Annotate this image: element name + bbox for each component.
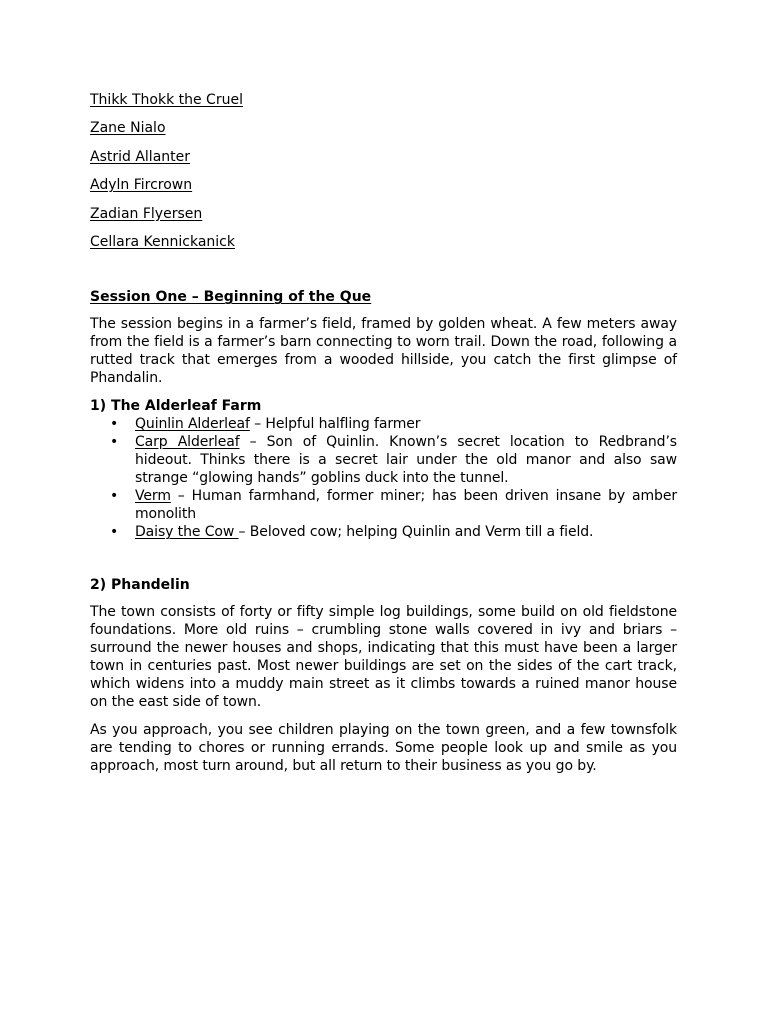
npc-name: Quinlin Alderleaf	[135, 416, 250, 433]
npc-description: – Human farmhand, former miner; has been driven insane by amber monolith	[135, 488, 677, 523]
session-title: Session One – Beginning of the Que	[90, 289, 372, 306]
npc-description: – Son of Quinlin. Known’s secret location to Redbrand’s hideout. Thinks there is a secret lair under the old manor and also saw strange “glowing hands” goblins duck into the tunnel.	[135, 434, 677, 487]
character-name-5: Zadian Flyersen	[90, 205, 203, 222]
character-name-6: Cellara Kennickanick	[90, 233, 235, 250]
list-item	[90, 433, 677, 487]
session-intro-paragraph: The session begins in a farmer’s field, framed by golden wheat. A few meters away from the field is a farmer’s barn connecting to worn trail. Down the road, following a rutted track that emerges from a wooded hillside, you catch the first glimpse of Phandalin.	[90, 316, 677, 387]
list-item	[90, 523, 677, 541]
document-page	[90, 91, 677, 775]
list-item	[90, 487, 677, 523]
section-heading-phandelin: 2) Phandelin	[90, 577, 190, 594]
character-name-3: Astrid Allanter	[90, 148, 191, 165]
character-name-2: Zane Nialo	[90, 120, 166, 137]
bullet-icon: •	[110, 416, 119, 433]
npc-description: – Beloved cow; helping Quinlin and Verm till a field.	[238, 524, 594, 541]
section-heading-alderleaf-farm: 1) The Alderleaf Farm	[90, 398, 262, 415]
bullet-icon: •	[110, 524, 119, 541]
npc-name: Carp Alderleaf	[135, 434, 240, 451]
bullet-icon: •	[110, 434, 119, 451]
list-item	[90, 415, 677, 433]
npc-name: Daisy the Cow	[135, 524, 239, 541]
npc-list	[90, 415, 677, 541]
town-approach-paragraph: As you approach, you see children playing on the town green, and a few townsfolk are tending to chores or running errands. Some people look up and smile as you approach, most turn around, but all return to their business as you go by.	[90, 722, 677, 775]
character-name-1: Thikk Thokk the Cruel	[90, 92, 243, 108]
npc-name: Verm	[135, 488, 171, 505]
character-name-4: Adyln Fircrown	[90, 177, 193, 194]
npc-description: – Helpful halfling farmer	[249, 416, 421, 433]
bullet-icon: •	[110, 488, 119, 505]
town-description-paragraph: The town consists of forty or fifty simple log buildings, some build on old fieldstone foundations. More old ruins – crumbling stone walls covered in ivy and briars – surround the newer houses and shops, indicating that this must have been a larger town in centuries past. Most newer buildings are set on the sides of the cart track, which widens into a muddy main street as it climbs towards a ruined manor house on the east side of town.	[90, 604, 677, 711]
